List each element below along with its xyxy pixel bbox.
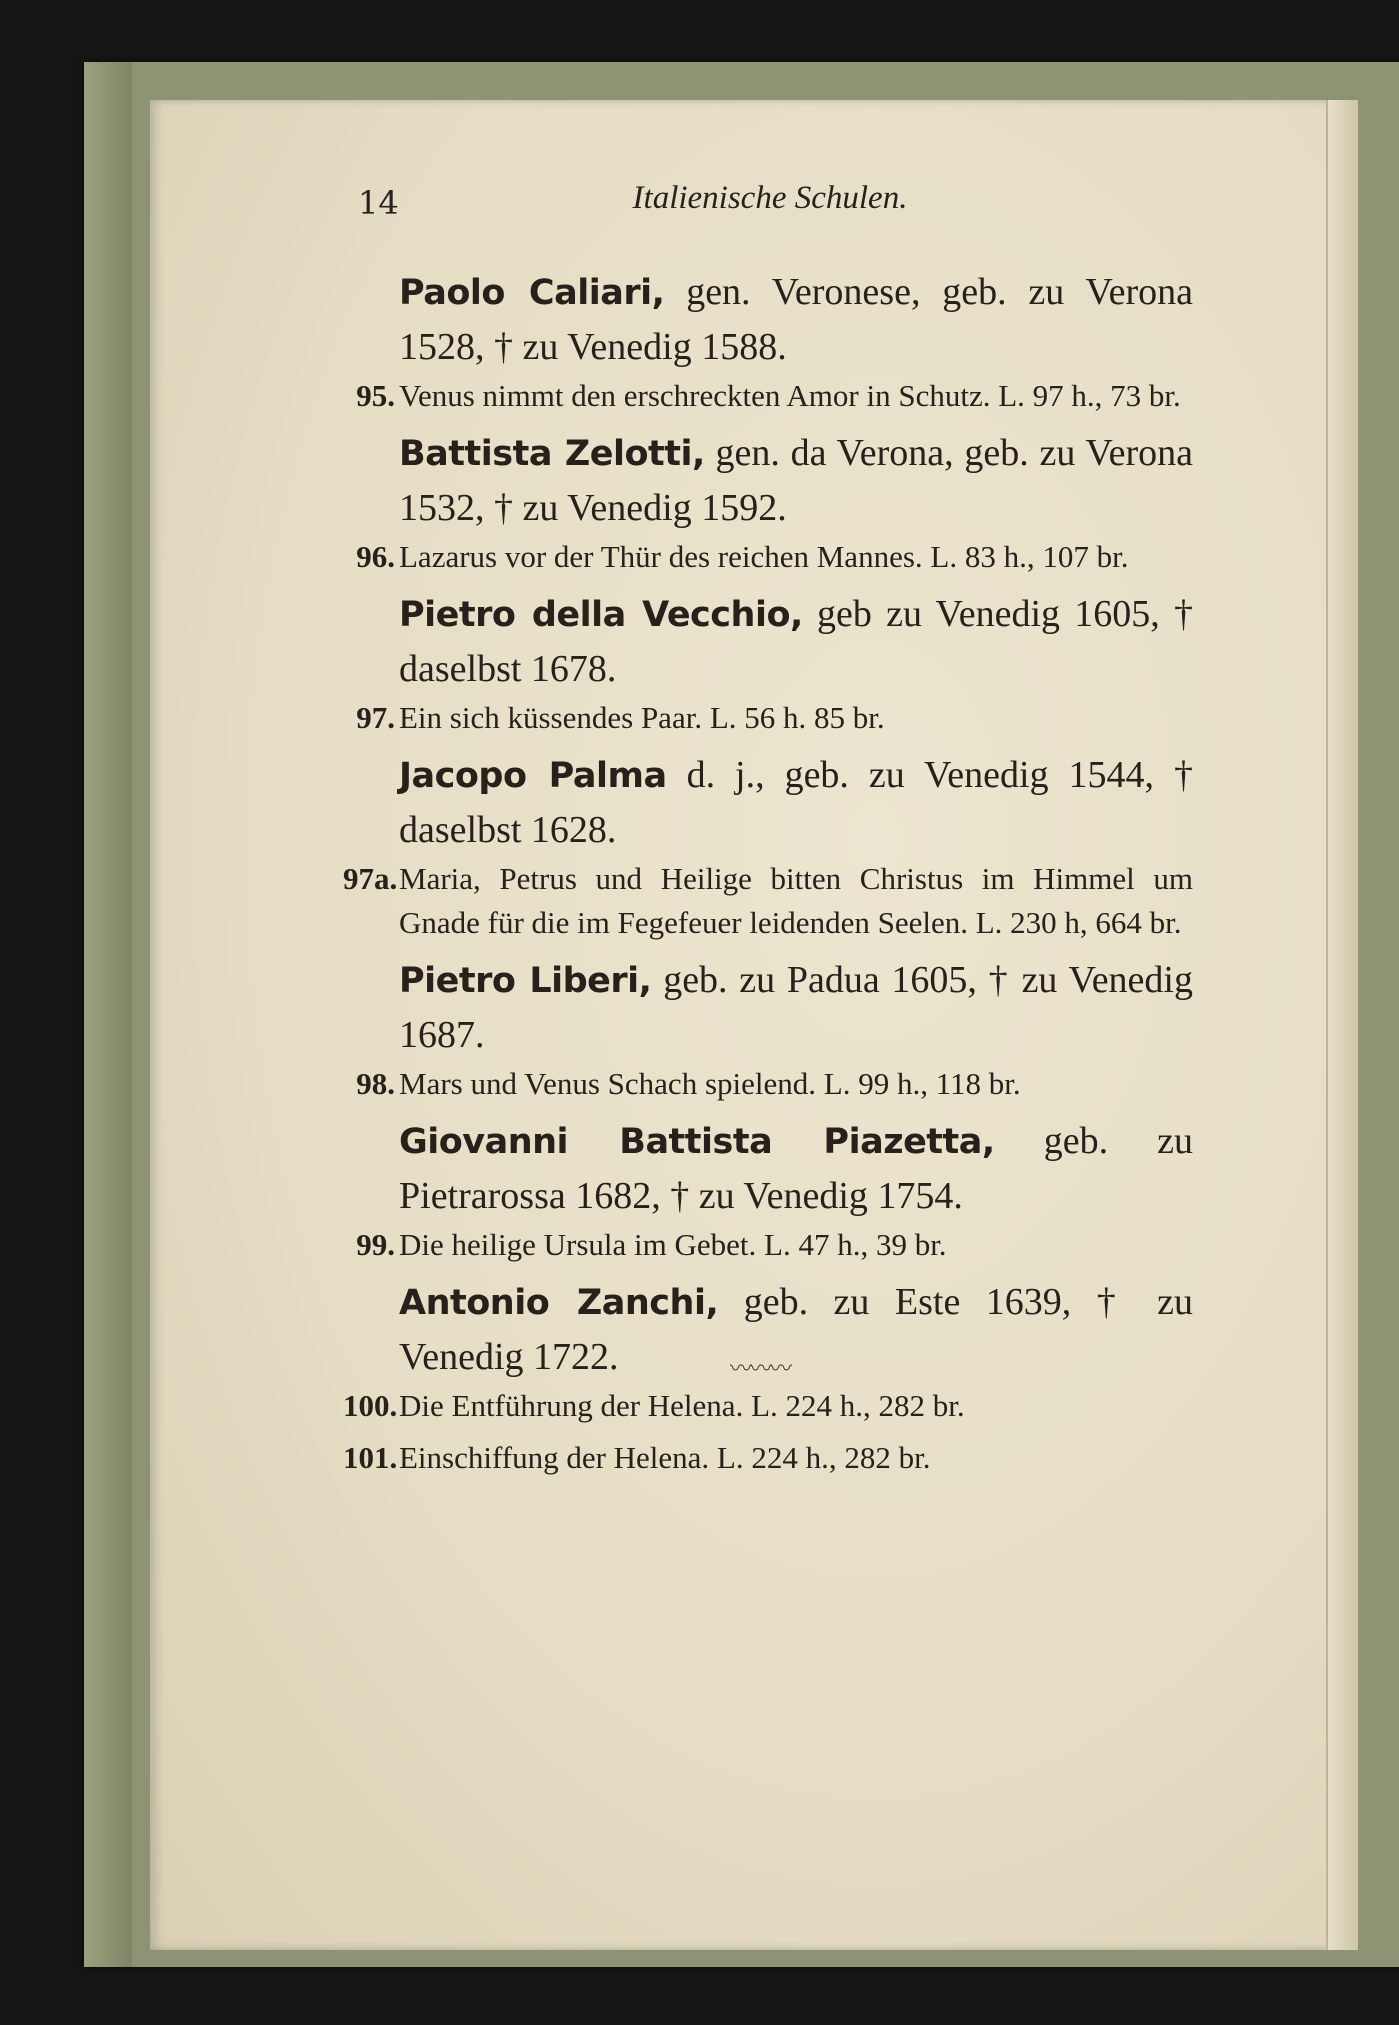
work-number: 97.: [356, 700, 395, 735]
running-title: Italienische Schulen.: [632, 180, 908, 216]
work-entry: [343, 1384, 1193, 1428]
work-description: Die Entführung der Helena. L. 224 h., 282 br.: [399, 1388, 965, 1423]
work-entry: [343, 374, 1193, 418]
artist-name: Jacopo Palma: [399, 756, 667, 796]
artist-info: geb zu Venedig 1605, † daselbst 1678.: [399, 593, 1194, 690]
artist-info: geb. zu Pietrarossa 1682, † zu Venedig 1754.: [399, 1120, 1194, 1217]
artist-name: Antonio Zanchi,: [399, 1283, 719, 1323]
artist-entry: [399, 265, 1193, 374]
work-number: 97a.: [343, 861, 398, 896]
work-entry: [343, 1223, 1193, 1267]
work-entry: [343, 696, 1193, 740]
ornament-divider: 〰〰〰: [730, 1357, 791, 1382]
artist-entry: [399, 953, 1193, 1062]
page-gutter: [1326, 100, 1358, 1950]
work-number: 96.: [356, 539, 395, 574]
artist-info: geb. zu Padua 1605, † zu Venedig 1687.: [399, 959, 1193, 1056]
work-description: Lazarus vor der Thür des reichen Mannes. L. 83 h., 107 br.: [399, 539, 1129, 574]
work-description: Die heilige Ursula im Gebet. L. 47 h., 39 br.: [399, 1227, 947, 1262]
book-spine-edge: [84, 62, 132, 1967]
catalog-entries: [343, 265, 1193, 1488]
artist-name: Paolo Caliari,: [399, 273, 665, 313]
artist-name: Giovanni Battista Piazetta,: [399, 1122, 995, 1162]
artist-info: d. j., geb. zu Venedig 1544, † daselbst 1628.: [399, 754, 1194, 851]
artist-entry: [399, 587, 1193, 696]
page-number: 14: [358, 184, 399, 222]
artist-entry: [399, 426, 1193, 535]
work-entry: [343, 857, 1193, 945]
work-description: Maria, Petrus und Heilige bitten Christus im Himmel um Gnade für die im Fegefeuer leidenden Seelen. L. 230 h, 664 br.: [399, 861, 1193, 940]
work-entry: [343, 1062, 1193, 1106]
work-entry: [343, 535, 1193, 579]
work-number: 100.: [343, 1388, 398, 1423]
work-description: Mars und Venus Schach spielend. L. 99 h., 118 br.: [399, 1066, 1021, 1101]
work-number: 95.: [356, 378, 395, 413]
work-description: Venus nimmt den erschreckten Amor in Schutz. L. 97 h., 73 br.: [399, 378, 1181, 413]
artist-entry: [399, 1275, 1193, 1384]
work-number: 99.: [356, 1227, 395, 1262]
artist-name: Pietro Liberi,: [399, 961, 652, 1001]
artist-entry: [399, 748, 1193, 857]
work-description: Ein sich küssendes Paar. L. 56 h. 85 br.: [399, 700, 885, 735]
work-entry: [343, 1436, 1193, 1480]
work-number: 101.: [343, 1440, 398, 1475]
artist-name: Battista Zelotti,: [399, 434, 705, 474]
book-page: [150, 100, 1358, 1950]
artist-name: Pietro della Vecchio,: [399, 595, 803, 635]
artist-info: geb. zu Este 1639, † zu Venedig 1722.: [399, 1281, 1194, 1378]
artist-info: gen. da Verona, geb. zu Verona 1532, † zu Venedig 1592.: [399, 432, 1194, 529]
artist-info: gen. Veronese, geb. zu Verona 1528, † zu Venedig 1588.: [399, 271, 1193, 368]
work-number: 98.: [356, 1066, 395, 1101]
artist-entry: [399, 1114, 1193, 1223]
work-description: Einschiffung der Helena. L. 224 h., 282 br.: [399, 1440, 931, 1475]
